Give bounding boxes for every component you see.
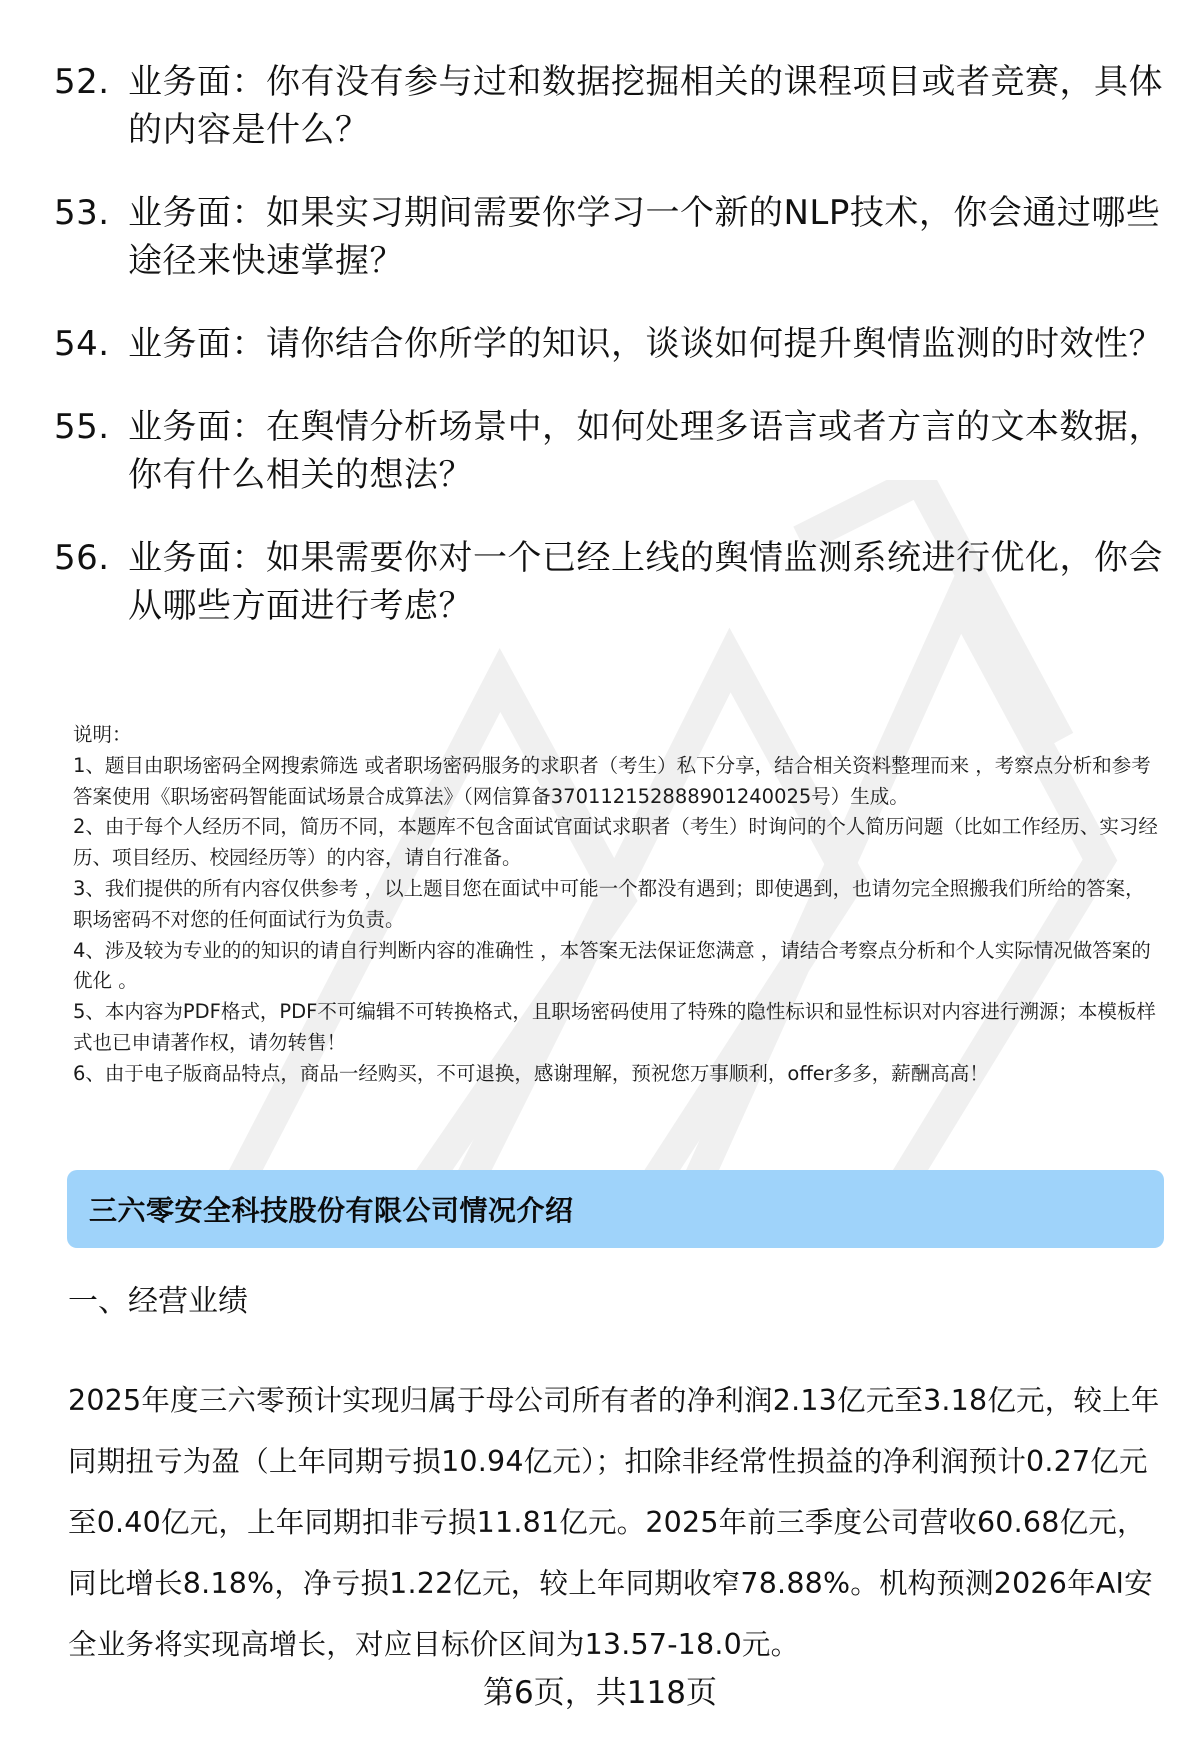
question-text: 业务面：你有没有参与过和数据挖掘相关的课程项目或者竞赛，具体的内容是什么？: [128, 62, 1163, 150]
question-number: 53.: [54, 193, 110, 233]
section-heading: 一、经营业绩: [68, 1284, 248, 1319]
question-text: 业务面：在舆情分析场景中，如何处理多语言或者方言的文本数据，你有什么相关的想法？: [128, 407, 1163, 495]
note-item: 1、题目由职场密码全网搜索筛选 或者职场密码服务的求职者（考生）私下分享，结合相关资料整理而来 ，考察点分析和参考答案使用《职场密码智能面试场景合成算法》（网信算备370112152888901240025号）生成。: [73, 753, 1151, 808]
question-text: 业务面：请你结合你所学的知识，谈谈如何提升舆情监测的时效性？: [128, 324, 1163, 364]
question-item: [54, 189, 1164, 285]
question-item: [54, 320, 1164, 368]
question-number: 52.: [54, 62, 110, 102]
note-item: 6、由于电子版商品特点，商品一经购买，不可退换，感谢理解，预祝您万事顺利，offer多多，薪酬高高！: [73, 1061, 989, 1085]
note-item: 5、本内容为PDF格式，PDF不可编辑不可转换格式，且职场密码使用了特殊的隐性标识和显性标识对内容进行溯源；本模板样式也已申请著作权，请勿转售！: [73, 1000, 1156, 1054]
disclaimer-notes: [73, 720, 1163, 1090]
question-item: [54, 403, 1164, 499]
question-item: [54, 534, 1164, 630]
banner-title: 三六零安全科技股份有限公司情况介绍: [89, 1194, 574, 1227]
company-intro-banner: [67, 1170, 1164, 1248]
question-number: 54.: [54, 324, 110, 364]
note-item: 3、我们提供的所有内容仅供参考 ，以上题目您在面试中可能一个都没有遇到；即使遇到，也请勿完全照搬我们所给的答案，职场密码不对您的任何面试行为负责。: [73, 876, 1145, 931]
question-list: [54, 58, 1164, 665]
note-item: 2、由于每个人经历不同，简历不同，本题库不包含面试官面试求职者（考生）时询问的个人简历问题（比如工作经历、实习经历、项目经历、校园经历等）的内容，请自行准备。: [73, 815, 1158, 870]
question-text: 业务面：如果实习期间需要你学习一个新的NLP技术，你会通过哪些途径来快速掌握？: [128, 193, 1161, 281]
question-number: 56.: [54, 538, 110, 578]
business-performance-paragraph: 2025年度三六零预计实现归属于母公司所有者的净利润2.13亿元至3.18亿元，较上年同期扭亏为盈（上年同期亏损10.94亿元）；扣除非经常性损益的净利润预计0.27亿元至0.40亿元，上年同期扣非亏损11.81亿元。2025年前三季度公司营收60.68亿元，同比增长8.18%，净亏损1.22亿元，较上年同期收窄78.88%。机构预测2026年AI安全业务将实现高增长，对应目标价区间为13.57-18.0元。: [68, 1384, 1160, 1661]
page-number: 第6页，共118页: [483, 1675, 717, 1711]
question-number: 55.: [54, 407, 110, 447]
question-item: [54, 58, 1164, 154]
notes-title: 说明：: [73, 723, 132, 746]
note-item: 4、涉及较为专业的的知识的请自行判断内容的准确性 ，本答案无法保证您满意 ，请结合考察点分析和个人实际情况做答案的优化 。: [73, 938, 1151, 993]
question-text: 业务面：如果需要你对一个已经上线的舆情监测系统进行优化，你会从哪些方面进行考虑？: [128, 538, 1163, 626]
